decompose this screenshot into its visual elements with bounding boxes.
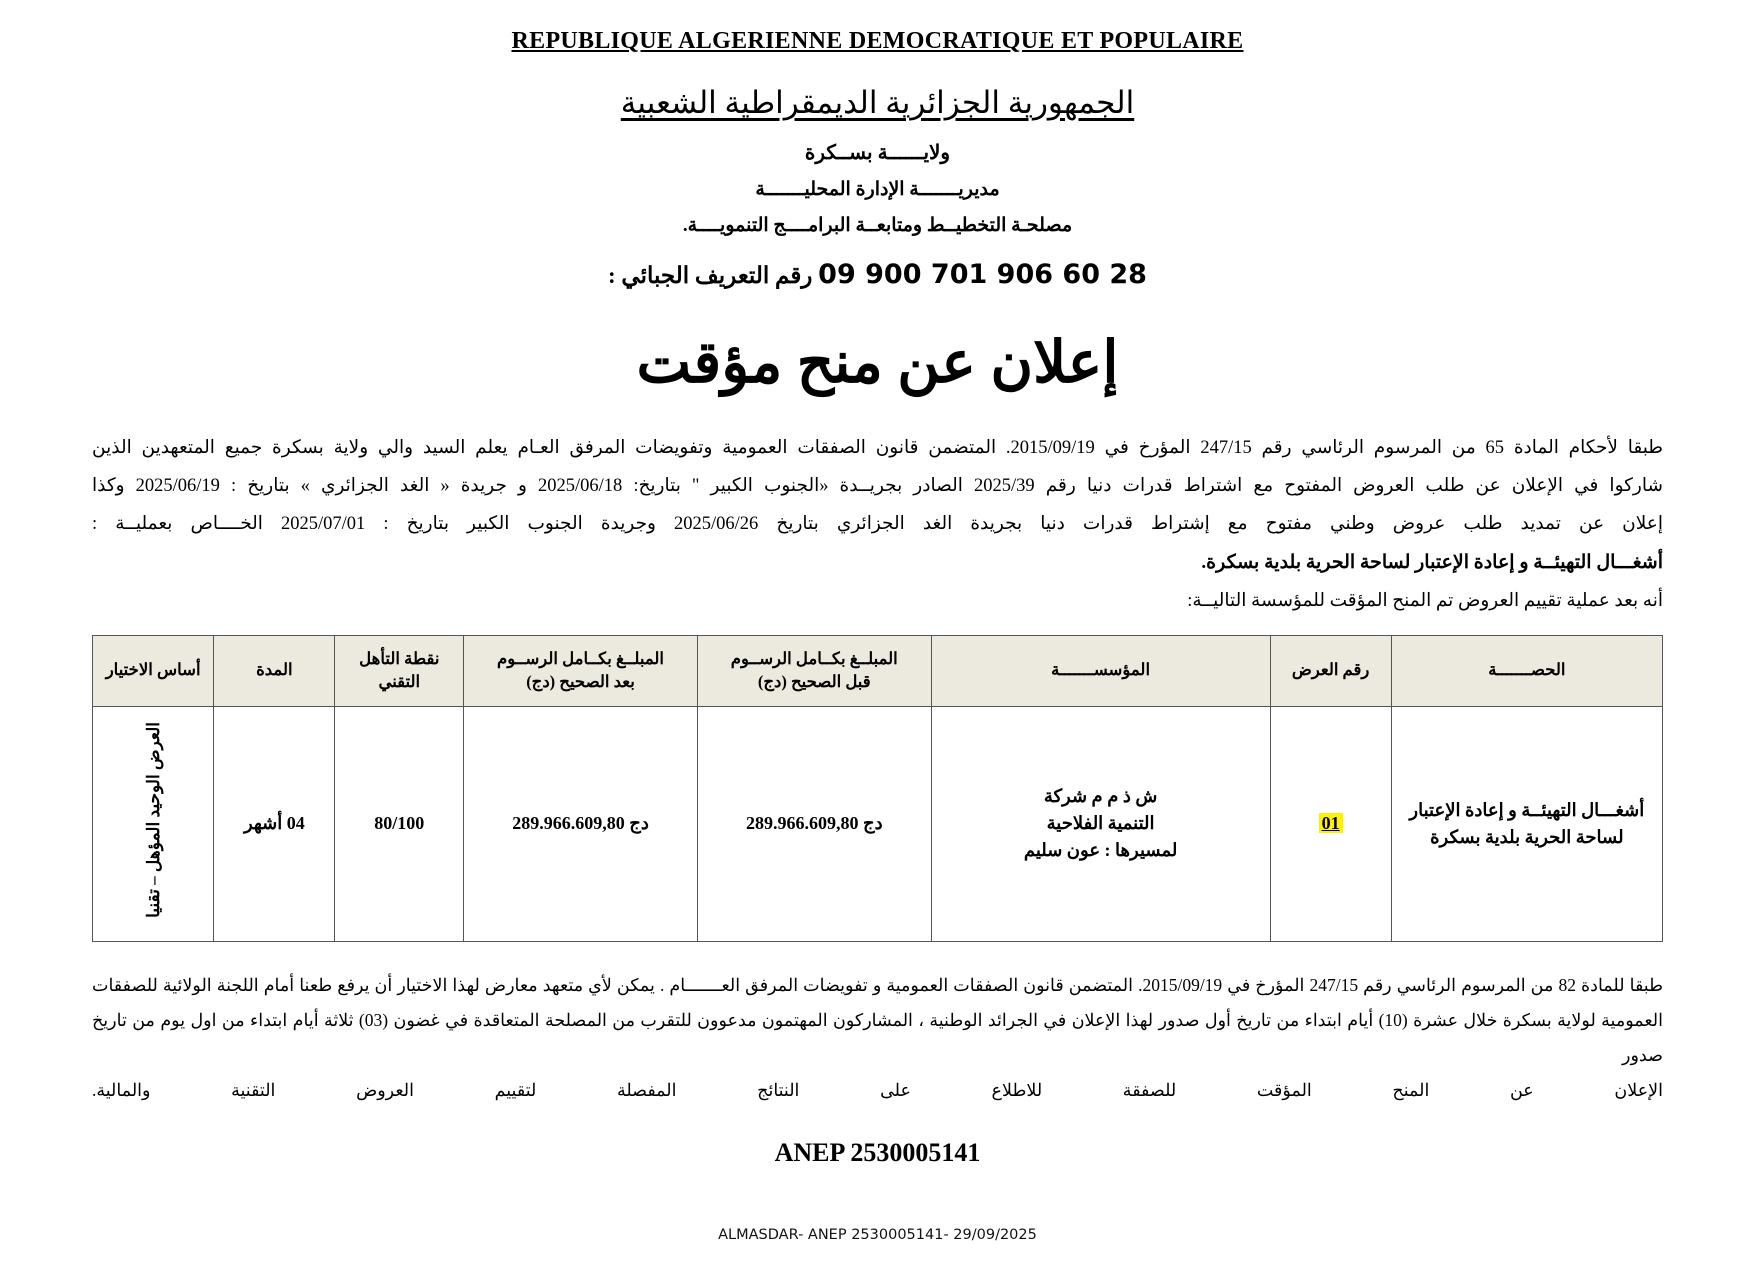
page-footer-credit: ALMASDAR- ANEP 2530005141- 29/09/2025 — [718, 1227, 1037, 1243]
award-table-head — [93, 635, 1663, 706]
header-selection-basis: أساس الاختيار — [93, 635, 214, 706]
cell-company — [931, 706, 1270, 941]
appeal-line-2: العمومية لولاية بسكرة خلال عشرة (10) أيام ابتداء من تاريخ أول صدور لهذا الإعلان في الجرائد الوطنية ، المشاركون المهتمون مدعوون للتقرب من المصلحة المتعاقدة في غضون (03) ثلاثة أيام ابتداء من اول يوم من تاريخ صدور — [92, 1009, 1664, 1065]
french-republic-title: REPUBLIQUE ALGERIENNE DEMOCRATIQUE ET POPULAIRE — [511, 28, 1244, 54]
offer-number-highlight: 01 — [1319, 813, 1343, 833]
cell-amount-before — [697, 706, 931, 941]
direction-line: مديريـــــــة الإدارة المحليـــــــة — [755, 179, 1000, 200]
body-line-3: إعلان عن تمديد طلب عروض وطني مفتوح مع إشتراط قدرات دنيا بجريدة الغد الجزائري بتاريخ 2025/06/26 وجريدة الجنوب الكبير بتاريخ : 2025/07/01 الخــــاص بعمليــة : — [92, 513, 1663, 534]
amount-after-value: 289.966.609,80 دج — [512, 813, 649, 834]
header-amount-before-l1: المبلــغ بكــامل الرســوم — [730, 649, 898, 669]
award-table-body — [93, 706, 1663, 941]
amount-before-value: 289.966.609,80 دج — [745, 813, 883, 834]
header-company: المؤسســـــــة — [931, 635, 1270, 706]
header-technical-note: نقطة التأهل التقني — [335, 635, 464, 706]
appeal-line-3: الإعلان عن المنح المؤقت للصفقة للاطلاع على النتائج المفصلة لتقييم العروض التقنية والمالية. — [92, 1079, 1663, 1100]
service-line: مصلحـة التخطيــط ومتابعــة البرامــــج التنمويــــة. — [682, 215, 1073, 236]
header-amount-before — [697, 635, 931, 706]
cell-amount-after — [464, 706, 698, 941]
evaluation-intro: أنه بعد عملية تقييم العروض تم المنح المؤقت للمؤسسة التاليــة: — [1187, 590, 1663, 611]
anep-reference: ANEP 2530005141 — [774, 1137, 981, 1167]
header-amount-after — [464, 635, 698, 706]
cell-duration: 04 أشهر — [214, 706, 335, 941]
award-table-wrapper — [92, 635, 1663, 942]
table-row — [93, 706, 1663, 941]
tax-id-value: 09 900 701 906 60 28 — [818, 259, 1147, 290]
document-page — [0, 28, 1755, 1269]
header-amount-after-l1: المبلــغ بكــامل الرســوم — [497, 649, 665, 669]
company-line-3: لمسيرها : عون سليم — [1023, 840, 1178, 861]
body-line-2: شاركوا في الإعلان عن طلب العروض المفتوح مع اشتراط قدرات دنيا رقم 2025/39 الصادر بجريــدة «الجنوب الكبير " بتاريخ: 2025/06/18 و جريدة « الغد الجزائري » بتاريخ : 2025/06/19 وكذا — [92, 475, 1664, 496]
project-subject: أشغـــال التهيئــة و إعادة الإعتبار لساحة الحرية بلدية بسكرة. — [1201, 551, 1663, 573]
announcement-title: إعلان عن منح مؤقت — [636, 330, 1119, 395]
company-line-2: التنمية الفلاحية — [1046, 813, 1155, 834]
table-header-row — [93, 635, 1663, 706]
award-table — [92, 635, 1663, 942]
cell-selection-basis — [93, 706, 214, 941]
cell-offer-number — [1270, 706, 1391, 941]
header-duration: المدة — [214, 635, 335, 706]
wilaya-line: ولايــــــة بســكرة — [804, 142, 951, 164]
tax-id-label: رقم التعريف الجبائي : — [608, 263, 813, 288]
appeal-paragraph — [92, 968, 1663, 1108]
header-amount-after-l2: بعد الصحيح (دج) — [526, 671, 635, 691]
tax-id-line — [0, 259, 1755, 290]
arabic-republic-title: الجمهورية الجزائرية الديمقراطية الشعبية — [620, 85, 1135, 120]
header-offer-number: رقم العرض — [1270, 635, 1391, 706]
cell-technical-note — [335, 706, 464, 941]
header-amount-before-l2: قبل الصحيح (دج) — [757, 671, 871, 691]
appeal-line-1: طبقا للمادة 82 من المرسوم الرئاسي رقم 247/15 المؤرخ في 2015/09/19. المتضمن قانون الصفقات العمومية و تفويضات المرفق العـــــــام . يمكن لأي متعهد معارض لهذا الاختيار أن يرفع طعنا أمام اللجنة الولائية للصفقات — [92, 974, 1664, 995]
cell-lot: أشغـــال التهيئــة و إعادة الإعتبار لساحة الحرية بلدية بسكرة — [1391, 706, 1662, 941]
selection-basis-value: العرض الوحيد المؤهل – تقنيا — [143, 721, 163, 918]
body-line-1: طبقا لأحكام المادة 65 من المرسوم الرئاسي رقم 247/15 المؤرخ في 2015/09/19. المتضمن قانون الصفقات العمومية وتفويضات المرفق العـام يعلم السيد والي ولاية بسكرة جميع المتعهدين الذين — [92, 438, 1664, 458]
company-line-1: ش ذ م م شركة — [1043, 786, 1158, 807]
body-paragraph — [92, 430, 1663, 621]
header-lot: الحصـــــــة — [1391, 635, 1662, 706]
technical-note-value: 80/100 — [374, 813, 425, 834]
